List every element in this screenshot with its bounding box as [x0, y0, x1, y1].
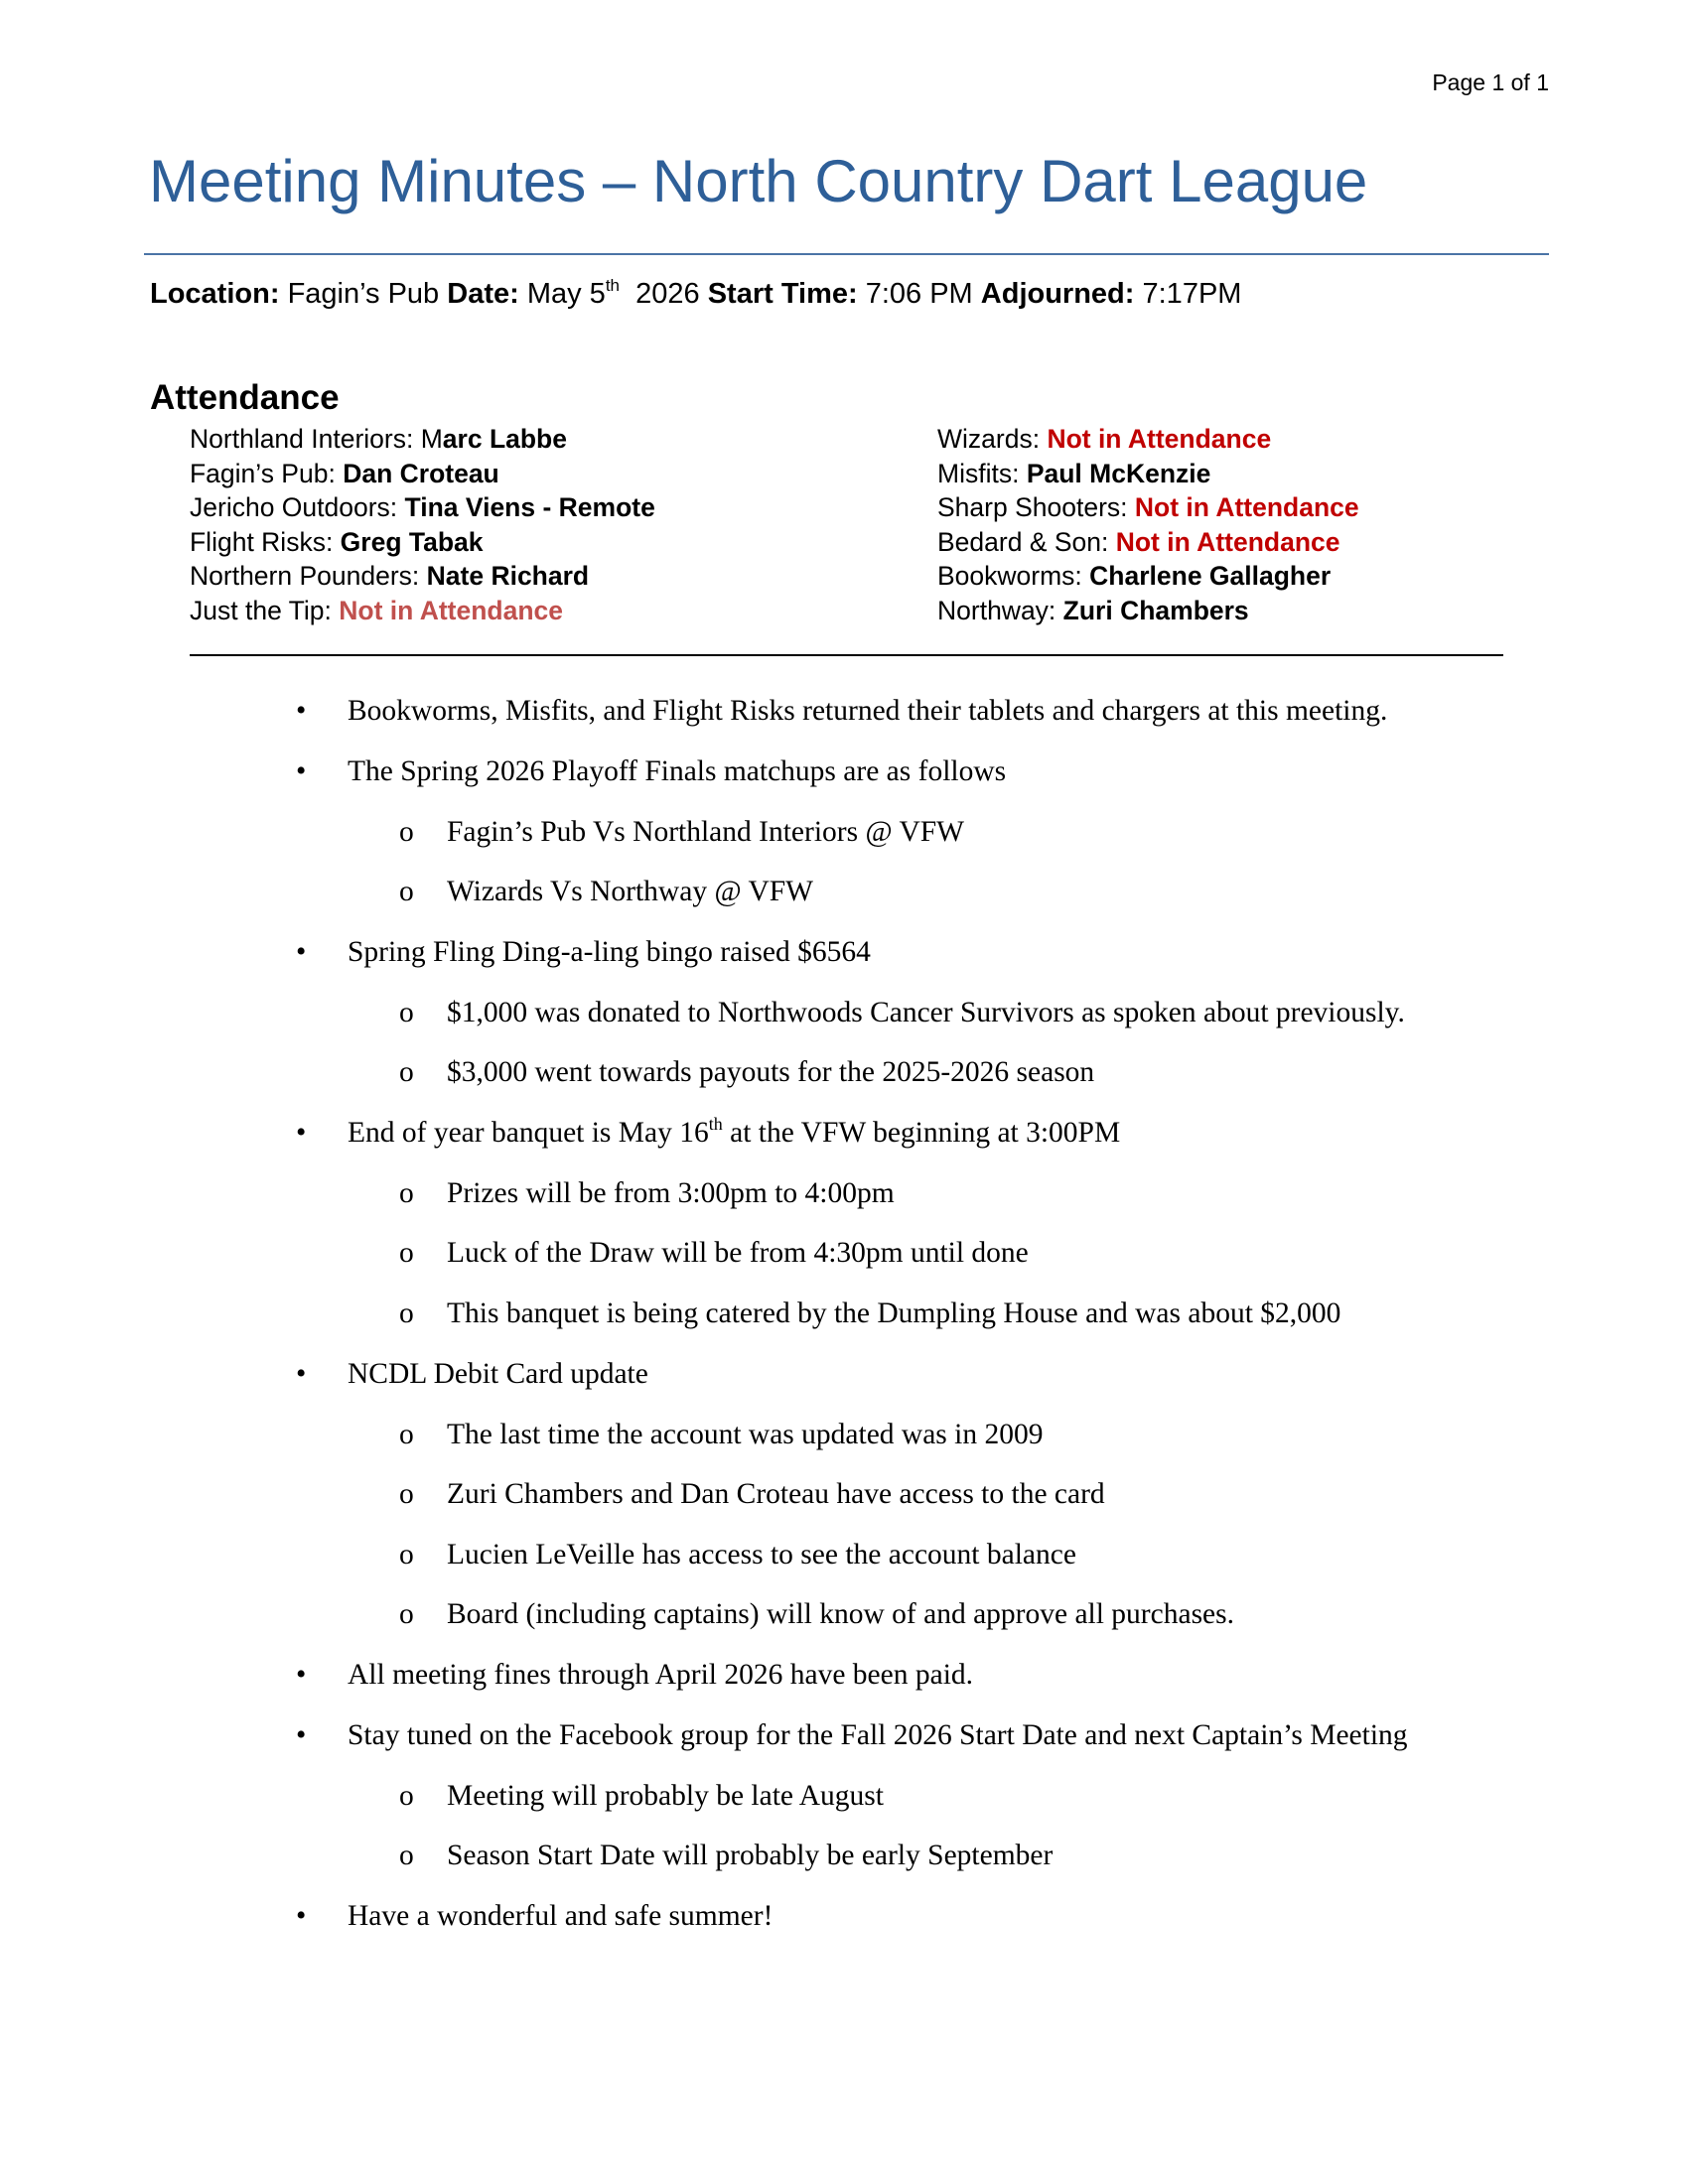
- team-name: Northland Interiors:: [190, 424, 421, 454]
- attendance-row: [190, 525, 655, 560]
- team-name: Bookworms:: [937, 561, 1090, 592]
- start-time-label: Start Time:: [707, 278, 858, 310]
- attendance-row: [937, 422, 1359, 457]
- sub-item-text: Zuri Chambers and Dan Croteau have access to the card: [447, 1478, 1105, 1510]
- captain-name: Greg Tabak: [340, 526, 484, 557]
- sub-item-text: Luck of the Draw will be from 4:30pm until done: [447, 1237, 1029, 1269]
- item-text: Stay tuned on the Facebook group for the Fall 2026 Start Date and next Captain’s Meeting: [348, 1719, 1408, 1751]
- sub-item-text: Meeting will probably be late August: [447, 1780, 884, 1812]
- captain-name: Zuri Chambers: [1062, 595, 1249, 625]
- team-name: Fagin’s Pub:: [190, 458, 344, 488]
- captain-name: Tina Viens - Remote: [404, 492, 655, 523]
- sub-item-text: $1,000 was donated to Northwoods Cancer Survivors as spoken about previously.: [447, 997, 1405, 1028]
- attendance-heading: Attendance: [150, 378, 340, 417]
- attendance-row: [937, 525, 1359, 560]
- sub-item-text: This banquet is being catered by the Dumpling House and was about $2,000: [447, 1297, 1341, 1329]
- item-text-start: End of year banquet is May 16: [348, 1117, 709, 1149]
- attendance-left-column: [190, 422, 655, 628]
- attendance-row: [937, 594, 1359, 628]
- sub-bullet-marker: o: [399, 1237, 414, 1269]
- sub-item-text: Season Start Date will probably be early September: [447, 1840, 1054, 1871]
- item-text: All meeting fines through April 2026 have been paid.: [348, 1659, 974, 1691]
- location-value: Fagin’s Pub: [287, 278, 440, 310]
- item-text: Spring Fling Ding-a-ling bingo raised $6564: [348, 936, 871, 968]
- title-divider: [144, 253, 1549, 255]
- date-value: May 5: [526, 278, 606, 310]
- attendance-row: [190, 559, 655, 594]
- item-text: NCDL Debit Card update: [348, 1358, 648, 1390]
- team-name: Misfits:: [937, 458, 1027, 488]
- sub-bullet-marker: o: [399, 876, 414, 907]
- sub-bullet-marker: o: [399, 1297, 414, 1329]
- attendance-divider: [190, 654, 1503, 656]
- sub-item-text: Fagin’s Pub Vs Northland Interiors @ VFW: [447, 816, 965, 848]
- sub-item-text: $3,000 went towards payouts for the 2025-2026 season: [447, 1056, 1095, 1088]
- captain-name: Dan Croteau: [343, 458, 499, 488]
- sub-item-text: Prizes will be from 3:00pm to 4:00pm: [447, 1177, 895, 1209]
- page-number: Page 1 of 1: [1432, 69, 1549, 95]
- team-name: Jericho Outdoors:: [190, 492, 405, 523]
- team-name: Wizards:: [937, 424, 1048, 454]
- captain-name: arc Labbe: [442, 424, 567, 454]
- sub-bullet-marker: o: [399, 1840, 414, 1871]
- team-name: Flight Risks:: [190, 526, 341, 557]
- captain-name: Charlene Gallagher: [1089, 561, 1332, 592]
- date-label: Date:: [447, 278, 519, 310]
- sub-bullet-marker: o: [399, 997, 414, 1028]
- bullet-marker: •: [296, 936, 307, 968]
- date-ordinal: th: [605, 276, 620, 295]
- item-text-end: at the VFW beginning at 3:00PM: [722, 1117, 1121, 1149]
- sub-item-text: Board (including captains) will know of and approve all purchases.: [447, 1598, 1234, 1630]
- attendance-row: [937, 559, 1359, 594]
- bullet-marker: •: [296, 1900, 307, 1932]
- bullet-marker: •: [296, 1719, 307, 1751]
- captain-name: Paul McKenzie: [1026, 458, 1211, 488]
- sub-bullet-marker: o: [399, 1478, 414, 1510]
- bullet-marker: •: [296, 755, 307, 787]
- date-ordinal: th: [708, 1114, 723, 1134]
- attendance-row: [937, 490, 1359, 525]
- item-text: Have a wonderful and safe summer!: [348, 1900, 774, 1932]
- attendance-right-column: [937, 422, 1359, 628]
- meeting-details: [150, 278, 1241, 311]
- adjourned-label: Adjourned:: [980, 278, 1135, 310]
- location-label: Location:: [150, 278, 280, 310]
- captain-name: Nate Richard: [426, 561, 590, 592]
- attendance-row: [190, 457, 655, 491]
- sub-bullet-marker: o: [399, 1780, 414, 1812]
- sub-item-text: The last time the account was updated was in 2009: [447, 1419, 1044, 1450]
- team-name: Northern Pounders:: [190, 561, 427, 592]
- sub-bullet-marker: o: [399, 1177, 414, 1209]
- team-name: Sharp Shooters:: [937, 492, 1135, 523]
- captain-name-prefix: M: [420, 424, 443, 454]
- bullet-marker: •: [296, 1659, 307, 1691]
- date-year: 2026: [635, 278, 700, 310]
- item-text: [348, 1114, 1121, 1150]
- sub-item-text: Wizards Vs Northway @ VFW: [447, 876, 814, 907]
- sub-bullet-marker: o: [399, 1056, 414, 1088]
- team-name: Northway:: [937, 595, 1063, 625]
- absent-status: Not in Attendance: [339, 595, 563, 625]
- absent-status: Not in Attendance: [1115, 526, 1340, 557]
- bullet-marker: •: [296, 695, 307, 727]
- start-time-value: 7:06 PM: [865, 278, 973, 310]
- adjourned-value: 7:17PM: [1142, 278, 1242, 310]
- absent-status: Not in Attendance: [1047, 424, 1272, 454]
- sub-bullet-marker: o: [399, 1539, 414, 1570]
- attendance-row: [190, 594, 655, 628]
- document-title: Meeting Minutes – North Country Dart League: [149, 148, 1368, 214]
- bullet-marker: •: [296, 1117, 307, 1149]
- item-text: The Spring 2026 Playoff Finals matchups are as follows: [348, 755, 1007, 787]
- sub-item-text: Lucien LeVeille has access to see the account balance: [447, 1539, 1076, 1570]
- team-name: Just the Tip:: [190, 595, 340, 625]
- item-text: Bookworms, Misfits, and Flight Risks returned their tablets and chargers at this meeting.: [348, 695, 1388, 727]
- attendance-row: [190, 422, 655, 457]
- sub-bullet-marker: o: [399, 1419, 414, 1450]
- team-name: Bedard & Son:: [937, 526, 1116, 557]
- sub-bullet-marker: o: [399, 1598, 414, 1630]
- attendance-row: [190, 490, 655, 525]
- sub-bullet-marker: o: [399, 816, 414, 848]
- absent-status: Not in Attendance: [1134, 492, 1359, 523]
- bullet-marker: •: [296, 1358, 307, 1390]
- attendance-row: [937, 457, 1359, 491]
